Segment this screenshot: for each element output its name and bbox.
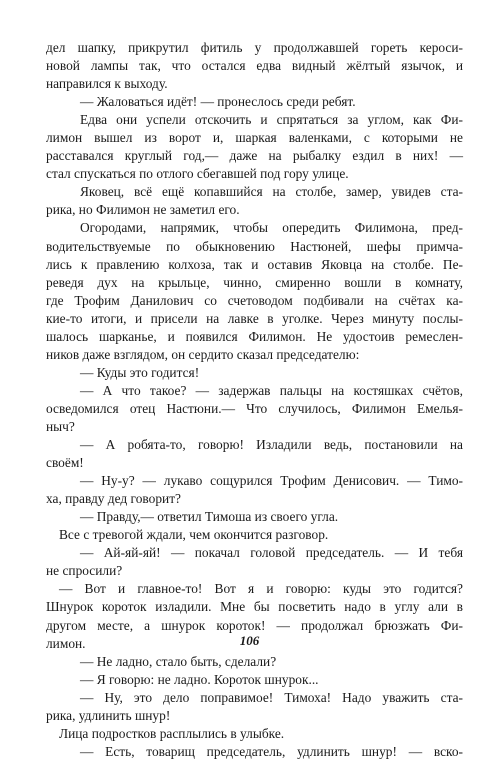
text-line: — Я говорю: не ладно. Короток шнурок... (80, 671, 319, 687)
text-line: шалось шарканье, и появился Филимон. Не удостоив ремеслен- (46, 328, 463, 344)
text-line: лись к правлению колхоза, так и оставив Яковца на столбе. Пе- (46, 256, 463, 272)
text-line: направился к выходу. (46, 76, 168, 92)
text-line: — Не ладно, стало быть, сделали? (80, 653, 277, 669)
text-line: рика, но Филимон не заметил его. (46, 202, 240, 218)
text-line: Шнурок короток изладили. Мне бы посветить надо в углу али в (46, 599, 463, 615)
text-line: Лица подростков расплылись в улыбке. (59, 725, 285, 741)
text-line: — Вот и главное-то! Вот я и говорю: куды это годится? (59, 581, 463, 597)
text-line: — А робята-то, говорю! Изладили ведь, постановили на (80, 437, 463, 453)
text-line: — Куды это годится! (80, 364, 200, 380)
text-line: — Ну, это дело поправимое! Тимоха! Надо уважить ста- (80, 689, 463, 705)
text-line: дел шапку, прикрутил фитиль у продолжавшей гореть кероси- (46, 40, 463, 55)
text-line: осведомился отец Настюни.— Что случилось, Филимон Емелья- (46, 400, 463, 416)
text-line: своём! (46, 455, 84, 471)
text-line: реведя дух на крыльце, чинно, смиренно вошли в комнату, (46, 274, 463, 290)
text-line: ха, правду дед говорит? (46, 491, 181, 507)
text-line: рика, удлинить шнур! (46, 707, 171, 723)
text-line: — Жаловаться идёт! — пронеслось среди ребят. (80, 94, 356, 110)
text-line: — Ну-у? — лукаво сощурился Трофим Денисович. — Тимо- (80, 473, 463, 489)
text-line: расставался круглый год,— даже на рыбалку ездил в них! — (46, 148, 463, 164)
text-line: другом месте, а шнурок короток! — продолжал брюзжать Фи- (46, 617, 463, 633)
text-line: где Трофим Данилович со счетоводом подбивали на счётах ка- (46, 292, 463, 308)
text-line: лимон. (46, 635, 86, 651)
text-line: ников даже взглядом, он сердито сказал председателю: (46, 346, 360, 362)
text-line: Яковец, всё ещё копавшийся на столбе, замер, увидев ста- (80, 184, 463, 200)
text-line: не спросили? (46, 563, 123, 579)
text-line: водительствуемые по обыкновению Настюней, шефы примча- (46, 238, 463, 254)
body-text (46, 39, 463, 761)
text-line: — А что такое? — задержав пальцы на костяшках счётов, (80, 382, 463, 398)
text-line: — Есть, товарищ председатель, удлинить шнур! — вско- (80, 743, 463, 759)
text-line: Огородами, напрямик, чтобы опередить Филимона, пред- (80, 220, 463, 236)
text-line: — Ай-яй-яй! — покачал головой председатель. — И тебя (80, 545, 463, 561)
text-line: ныч? (46, 418, 75, 434)
text-line: новой лампы так, что остался едва видный жёлтый язычок, и (46, 58, 463, 74)
page-number: 106 (239, 633, 260, 648)
text-line: — Правду,— ответил Тимоша из своего угла. (80, 509, 339, 525)
text-line: кие-то итоги, и присели на лавке в уголке. Через минуту послы- (46, 310, 463, 326)
text-line: лимон вышел из ворот и, шаркая валенками, с которыми не (46, 130, 463, 146)
text-line: стал спускаться по отлого сбегавшей под гору улице. (46, 166, 349, 182)
text-line: Все с тревогой ждали, чем окончится разговор. (59, 527, 329, 543)
text-line: Едва они успели отскочить и спрятаться за углом, как Фи- (80, 112, 463, 128)
